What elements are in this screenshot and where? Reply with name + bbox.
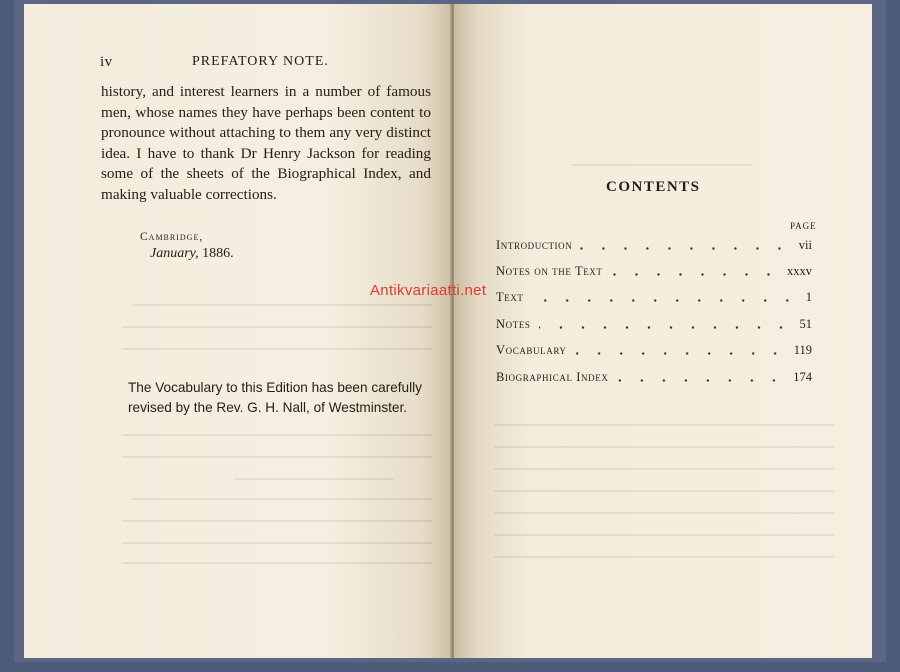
entry-label: Text <box>496 290 524 305</box>
watermark-text: Antikvariaatti.net <box>370 282 487 299</box>
contents-title: CONTENTS <box>606 179 701 195</box>
paragraph-line: idea. I have to thank Dr Henry Jackson for reading <box>101 144 431 162</box>
contents-entry-notes[interactable] <box>496 311 812 337</box>
dot-leader <box>539 326 792 329</box>
entry-label: Biographical Index <box>496 369 609 384</box>
book-spread <box>14 0 886 662</box>
page-number: iv <box>100 54 113 70</box>
dot-leader <box>580 247 790 250</box>
paragraph-line: history, and interest learners in a number of famous <box>101 83 431 100</box>
entry-label: Notes <box>496 316 531 331</box>
contents-entry-text[interactable] <box>496 285 812 311</box>
dot-leader <box>532 299 798 302</box>
entry-page: xxxv <box>787 264 812 279</box>
right-page <box>454 4 872 658</box>
page-column-label: PAGE <box>790 221 817 231</box>
vocabulary-notice <box>128 378 422 418</box>
contents-entry-vocabulary[interactable] <box>496 338 812 364</box>
signature-year: 1886. <box>202 246 234 261</box>
contents-entry-introduction[interactable] <box>496 232 812 258</box>
paragraph-line: men, whose names they have perhaps been content to <box>101 103 431 121</box>
left-page <box>24 4 452 658</box>
contents-entry-biographical-index[interactable] <box>496 364 812 390</box>
dot-leader <box>575 352 786 355</box>
entry-label: Vocabulary <box>496 343 567 358</box>
contents-list <box>496 232 812 390</box>
paragraph-line: pronounce without attaching to them any very distinct <box>101 124 431 142</box>
prefatory-paragraph <box>101 82 431 206</box>
dot-leader <box>611 273 780 276</box>
paragraph-line: making valuable corrections. <box>101 185 277 203</box>
entry-page: 119 <box>793 343 812 358</box>
signature-month: January, <box>150 246 199 261</box>
running-head-title: PREFATORY NOTE. <box>192 54 329 69</box>
paragraph-line: some of the sheets of the Biographical Index, and <box>101 165 431 183</box>
entry-page: 51 <box>799 316 812 331</box>
signature-place: Cambridge, <box>140 231 204 243</box>
signature-date <box>150 246 234 262</box>
entry-page: 174 <box>793 369 812 384</box>
notice-line: The Vocabulary to this Edition has been carefully <box>128 380 422 395</box>
entry-label: Introduction <box>496 237 573 252</box>
entry-page: 1 <box>805 290 812 305</box>
running-head <box>100 54 440 76</box>
entry-label: Notes on the Text <box>496 264 603 279</box>
entry-page: vii <box>798 237 812 252</box>
notice-line: revised by the Rev. G. H. Nall, of Westminster. <box>128 400 408 415</box>
contents-entry-notes-on-text[interactable] <box>496 258 812 284</box>
dot-leader <box>616 379 785 382</box>
